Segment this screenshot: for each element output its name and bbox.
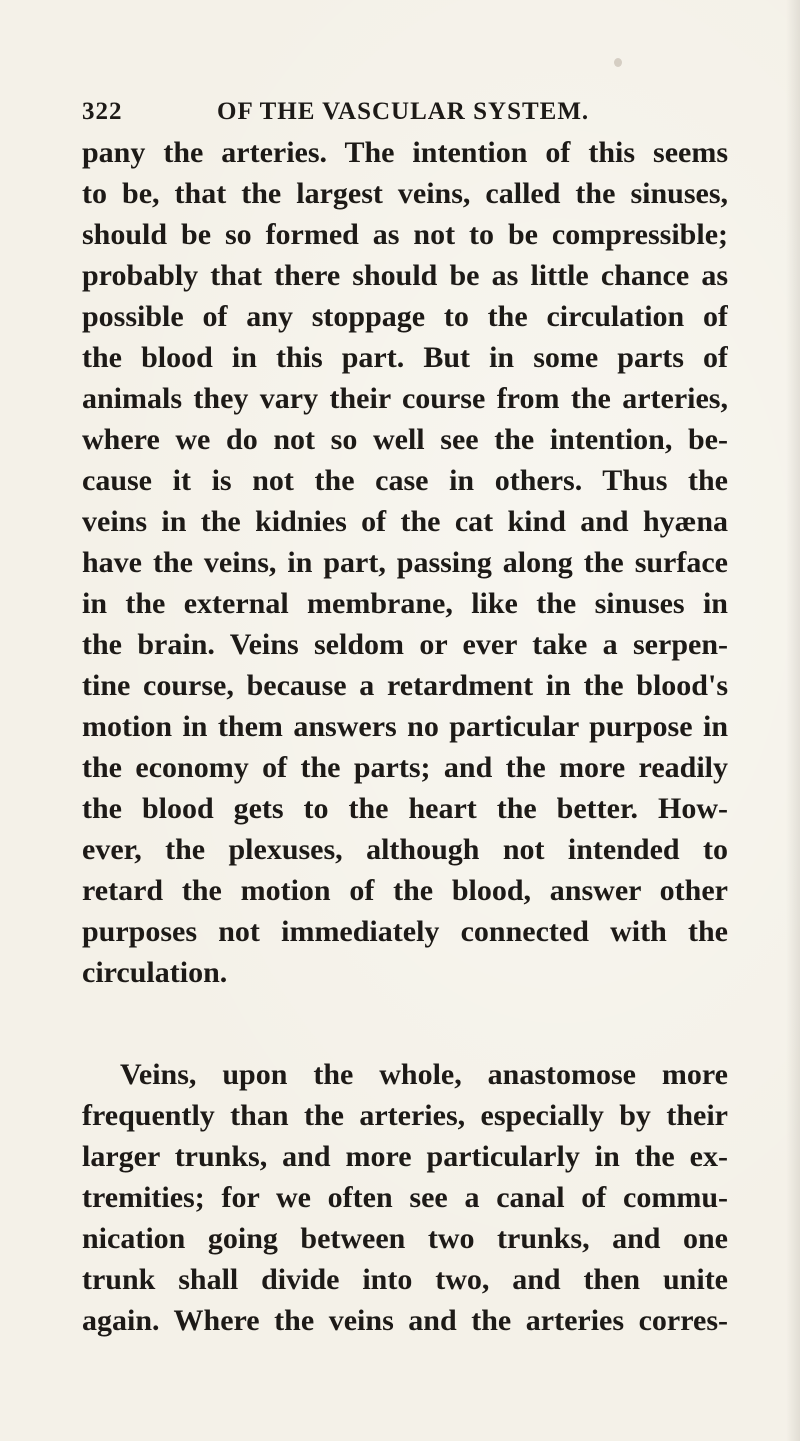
text-line: should be so formed as not to be compressible; [82,218,728,251]
text-line: tine course, because a retardment in the blood's [82,669,728,702]
text-line: nication going between two trunks, and one [82,1222,728,1255]
text-line: motion in them answers no particular purpose in [82,710,728,743]
text-line: veins in the kidnies of the cat kind and hyæna [82,505,728,538]
paragraph [82,132,728,993]
ink-speck [614,58,622,67]
text-line: to be, that the largest veins, called the sinuses, [82,177,728,210]
text-line: possible of any stoppage to the circulation of [82,300,728,333]
text-line: ever, the plexuses, although not intended to [82,833,728,866]
paragraph [82,1054,728,1341]
text-line: probably that there should be as little chance as [82,259,728,292]
text-line: purposes not immediately connected with the [82,915,728,948]
text-line: animals they vary their course from the arteries, [82,382,728,415]
text-line: where we do not so well see the intention, be- [82,423,728,456]
page-edge-shadow [786,0,800,1441]
text-line: pany the arteries. The intention of this seems [82,136,728,169]
text-line: frequently than the arteries, especially by their [82,1099,728,1132]
text-line: tremities; for we often see a canal of commu- [82,1181,728,1214]
text-line: circulation. [82,956,228,989]
text-line: in the external membrane, like the sinuses in [82,587,728,620]
text-line: trunk shall divide into two, and then unite [82,1263,728,1296]
paragraph-gap [82,993,728,1054]
text-line: retard the motion of the blood, answer other [82,874,728,907]
text-line: the economy of the parts; and the more readily [82,751,728,784]
text-line: have the veins, in part, passing along the surface [82,546,728,579]
text-line: cause it is not the case in others. Thus the [82,464,728,497]
body-text [82,132,728,1341]
text-line: the blood gets to the heart the better. How- [82,792,728,825]
text-line: Veins, upon the whole, anastomose more [120,1058,728,1091]
text-line: the brain. Veins seldom or ever take a serpen- [82,628,728,661]
page-number: 322 [82,98,123,125]
running-head: OF THE VASCULAR SYSTEM. [217,98,590,125]
text-line: again. Where the veins and the arteries corres- [82,1304,728,1337]
text-line: larger trunks, and more particularly in the ex- [82,1140,728,1173]
text-line: the blood in this part. But in some parts of [82,341,728,374]
